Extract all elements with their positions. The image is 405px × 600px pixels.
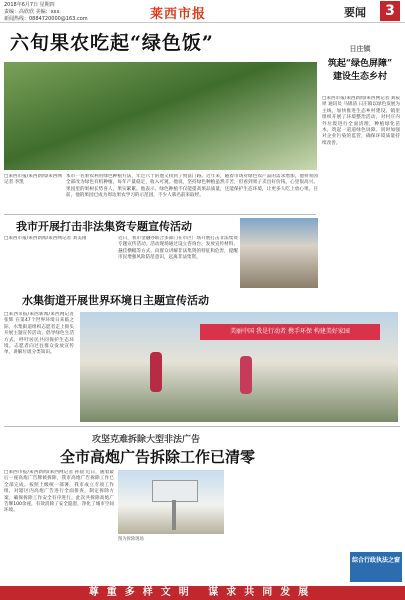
page-number: 3 (380, 1, 400, 21)
volunteer-figure (150, 352, 162, 392)
footer-slogan: 尊重多样文明 谋求共同发展 (0, 586, 405, 600)
lead-body: 本市一名果农利用绿色种植方法，年过六十的他又找到了致富门路。近年来，随着市场对绿色农产品的需求增加，他将果园全部改为绿色有机种植，每年产量稳定，收入可观。他说，坚持绿色种植虽然辛苦，但看到果子卖出好价钱，心里很高兴。果园里的果树长势喜人，果实累累。他表示，绿色种植不仅能提高果品质量，还能保护生态环境，让更多人吃上放心果。目前，他的果园已成为周边果农学习的示范园，不少人慕名前来取经。 (66, 174, 318, 199)
section-title: 要闻 (344, 6, 366, 19)
article2-byline-block (4, 236, 114, 286)
article4-headline: 全市高炮广告拆除工作已清零 (60, 448, 256, 466)
billboard-pole (172, 500, 176, 530)
volunteer-figure (240, 356, 252, 394)
issue-date: 2018年6月7日 星期四 (4, 2, 55, 8)
sidebar-sub2: 建设生态乡村 (332, 72, 387, 82)
article4-body: 近日，随着最后一座高炮广告牌被拆除，我市高炮广告拆除工作已全部完成。按照上级统一部署，我市成立专项工作组，对辖区内高炮广告进行全面排查，制定拆除方案，确保拆除工作安全有序进行。此次共拆除高炮广告牌100余座，有效消除了安全隐患，净化了城市空间环境。 (4, 470, 114, 514)
lead-byline-text: □莱西市报/莱西新闻/莱西网记者 李凯 (4, 174, 62, 186)
article4-byline-block (4, 470, 114, 580)
divider (4, 214, 316, 215)
sidebar-header (320, 44, 400, 82)
article4-continued (228, 470, 400, 550)
sidebar-title: 日庄镇 (349, 44, 371, 53)
sidebar-body: □莱西市报/莱西新闻/莱西网记者 刘辰铎 通讯员 马锦清 日庄镇以绿色发展为主线，加快推进生态乡村建设。镇里组织开展了环境整治活动，对村庄内外垃圾进行全面清理，种植绿化苗木，筑起一道道绿色屏障。同时加强对企业污染的监管，确保环境质量持续改善。 (322, 96, 400, 146)
issue-editor: 责编：高欣欣 美编：xxx (4, 9, 60, 15)
article3-byline-block (4, 312, 74, 408)
article3-more (4, 410, 78, 426)
issue-phone: 新闻热线：0884720000@163.com (4, 16, 88, 22)
article2-byline: □莱西市报/莱西新闻/莱西网记者 刘美翔 (4, 236, 87, 241)
issue-meta (4, 2, 88, 23)
article4-byline: □莱西市报/莱西新闻/莱西网记者 孙晨 (4, 470, 85, 475)
billboard-panel (152, 480, 198, 502)
masthead: 莱西市报 (150, 7, 207, 22)
billboard-photo (118, 470, 224, 534)
article2-headline: 我市开展打击非法集资专题宣传活动 (16, 220, 192, 233)
event-banner: 美丽中国 我是行动者 携手环保 构建美好家园 (200, 324, 380, 340)
orchard-photo (4, 62, 317, 170)
article2-body: 近日，我市金融办联合多部门在市区广场开展打击非法集资专题宣传活动。活动现场通过设立咨询台、发放宣传材料、悬挂横幅等方式，向群众讲解非法集资的特征和危害，提醒市民增强风险防范意识，远离非法集资。 (118, 236, 238, 261)
article2-photo (240, 218, 318, 288)
lead-headline: 六旬果农吃起“绿色饭” (10, 32, 214, 54)
article4-kicker: 攻坚克难拆除大型非法广告 (92, 435, 201, 445)
article3-body: 在第47个世界环境日来临之际，水集街道组织志愿者走上街头开展主题宣传活动，倡导绿色生活方式，呼吁居民共同保护生态环境。志愿者向过往群众发放宣传单，讲解垃圾分类知识。 (4, 318, 74, 356)
sidebar-sub1: 筑起“绿色屏障” (327, 59, 393, 69)
article3-byline: □莱西市报/莱西新闻/莱西网记者 张辉 (4, 312, 74, 324)
article3-photo (80, 312, 398, 422)
photo-caption: 图为拆除现场 (118, 537, 144, 542)
divider (4, 426, 400, 427)
article3-headline: 水集街道开展世界环境日主题宣传活动 (22, 294, 209, 307)
column-badge: 综合行政执法之窗 (350, 552, 402, 582)
